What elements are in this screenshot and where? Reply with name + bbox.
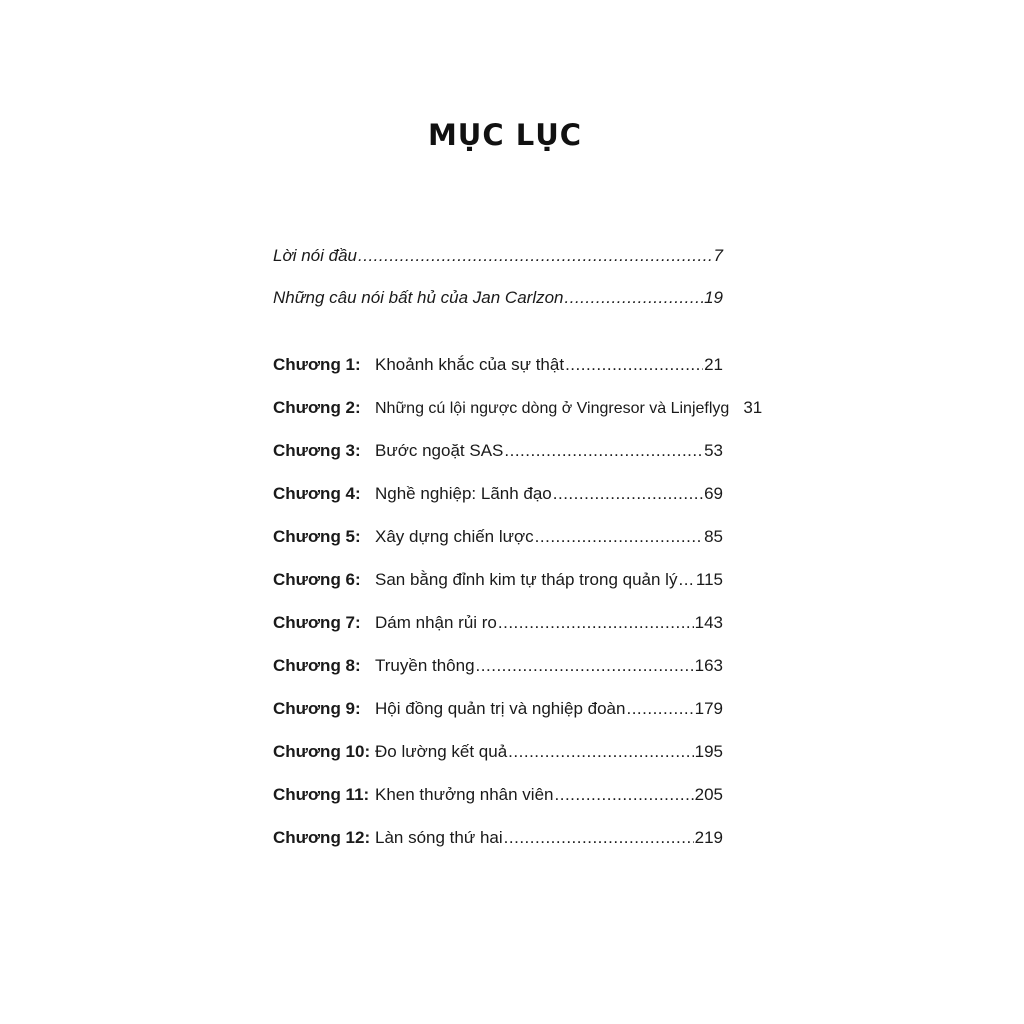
dot-leader bbox=[626, 699, 693, 719]
toc-entry-chapter-5 bbox=[273, 527, 723, 547]
front-entry-title: Lời nói đầu bbox=[273, 246, 358, 265]
page-number: 219 bbox=[694, 828, 723, 847]
toc-entry-chapter-12 bbox=[273, 828, 723, 848]
chapter-title: Xây dựng chiến lược bbox=[375, 527, 534, 546]
dot-leader bbox=[553, 484, 703, 504]
chapter-title: Khoảnh khắc của sự thật bbox=[375, 355, 565, 374]
chapter-label: Chương 8: bbox=[273, 656, 361, 675]
page-number: 143 bbox=[694, 613, 723, 632]
toc-entry-chapter-1 bbox=[273, 355, 723, 375]
page-title: MỤC LỤC bbox=[427, 118, 583, 152]
chapter-label: Chương 11: bbox=[273, 785, 370, 804]
toc-entry-chapter-6 bbox=[273, 570, 723, 590]
page-number: 205 bbox=[694, 785, 723, 804]
dot-leader bbox=[535, 527, 703, 547]
dot-leader bbox=[504, 441, 703, 461]
dot-leader bbox=[358, 246, 713, 266]
toc-entry-front-1 bbox=[273, 246, 723, 266]
page-number: 85 bbox=[704, 527, 723, 546]
dot-leader bbox=[504, 828, 694, 848]
chapter-title: Dám nhận rủi ro bbox=[375, 613, 497, 632]
page-number: 195 bbox=[694, 742, 723, 761]
dot-leader bbox=[498, 613, 694, 633]
chapter-label: Chương 3: bbox=[273, 441, 361, 460]
chapter-title: Những cú lội ngược dòng ở Vingresor và Linjeflyg bbox=[375, 400, 730, 417]
dot-leader bbox=[565, 288, 704, 308]
toc-entry-chapter-11 bbox=[273, 785, 723, 805]
dot-leader bbox=[565, 355, 703, 375]
chapter-title: Đo lường kết quả bbox=[375, 742, 508, 761]
chapter-title: Bước ngoặt SAS bbox=[375, 441, 504, 460]
toc-entry-chapter-10 bbox=[273, 742, 723, 762]
chapter-label: Chương 1: bbox=[273, 355, 361, 374]
page-number: 19 bbox=[704, 288, 723, 307]
chapter-label: Chương 6: bbox=[273, 570, 361, 589]
page-number: 115 bbox=[695, 570, 723, 589]
page-number: 7 bbox=[713, 246, 723, 265]
chapter-title: Làn sóng thứ hai bbox=[375, 828, 503, 847]
chapter-title: San bằng đỉnh kim tự tháp trong quản lý bbox=[375, 570, 678, 589]
toc-entry-chapter-8 bbox=[273, 656, 723, 676]
front-entry-title: Những câu nói bất hủ của Jan Carlzon bbox=[273, 288, 564, 307]
page-number: 53 bbox=[704, 441, 723, 460]
page-number: 163 bbox=[694, 656, 723, 675]
chapter-label: Chương 7: bbox=[273, 613, 361, 632]
chapter-label: Chương 12: bbox=[273, 828, 371, 847]
dot-leader bbox=[508, 742, 693, 762]
dot-leader bbox=[555, 785, 694, 805]
page-number: 31 bbox=[743, 398, 763, 417]
chapter-label: Chương 5: bbox=[273, 527, 361, 546]
dot-leader bbox=[678, 570, 694, 590]
chapter-label: Chương 10: bbox=[273, 742, 371, 761]
page-number: 69 bbox=[704, 484, 723, 503]
chapter-title: Hội đồng quản trị và nghiệp đoàn bbox=[375, 699, 626, 718]
page-number: 179 bbox=[694, 699, 723, 718]
toc-entry-chapter-9 bbox=[273, 699, 723, 719]
chapter-title: Truyền thông bbox=[375, 656, 475, 675]
chapter-label: Chương 2: bbox=[273, 398, 361, 417]
page-number: 21 bbox=[704, 355, 723, 374]
toc-entry-chapter-3 bbox=[273, 441, 723, 461]
chapter-label: Chương 9: bbox=[273, 699, 361, 718]
chapter-title: Nghề nghiệp: Lãnh đạo bbox=[375, 484, 552, 503]
dot-leader bbox=[476, 656, 694, 676]
chapter-label: Chương 4: bbox=[273, 484, 361, 503]
toc-entry-front-2 bbox=[273, 288, 723, 308]
toc-entry-chapter-7 bbox=[273, 613, 723, 633]
toc-entry-chapter-4 bbox=[273, 484, 723, 504]
toc-entry-chapter-2 bbox=[273, 398, 763, 418]
chapter-title: Khen thưởng nhân viên bbox=[375, 785, 554, 804]
